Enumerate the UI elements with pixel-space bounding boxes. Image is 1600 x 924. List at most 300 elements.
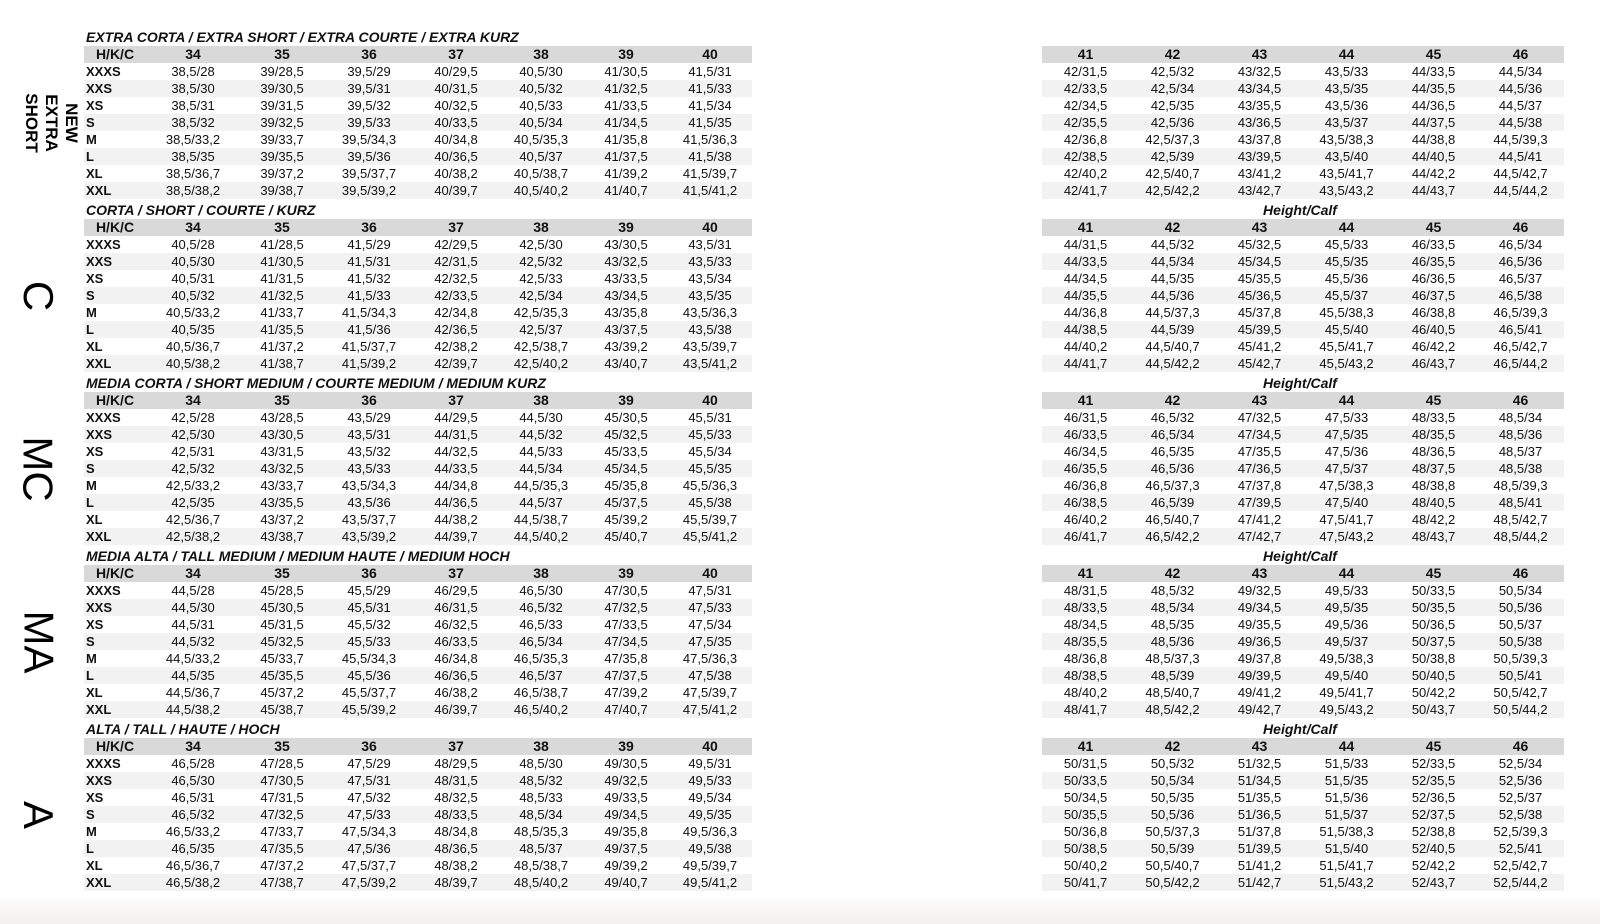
measurement-cell: 43/35,5 bbox=[240, 494, 324, 511]
measurement-cell: 44,5/34 bbox=[1129, 253, 1216, 270]
measurement-cell: 43,5/31 bbox=[688, 237, 732, 252]
size-header: H/K/C bbox=[84, 46, 146, 63]
column-header: 37 bbox=[414, 46, 498, 63]
measurement-cell: 46/38,8 bbox=[1411, 305, 1456, 320]
measurement-cell: 45/35,5 bbox=[240, 667, 324, 684]
column-header: 39 bbox=[584, 219, 668, 236]
column-header: 40 bbox=[668, 738, 752, 755]
measurement-cell: 47,5/36 bbox=[324, 840, 414, 857]
measurement-cell: 47,5/39,2 bbox=[324, 874, 414, 891]
measurement-cell: 44,5/40,2 bbox=[498, 528, 584, 545]
measurement-cell: 47,5/35 bbox=[668, 633, 752, 650]
measurement-cell: 41,5/41,2 bbox=[668, 182, 752, 199]
size-header: H/K/C bbox=[84, 565, 146, 582]
size-label: XS bbox=[86, 444, 104, 459]
column-header: 42 bbox=[1129, 565, 1216, 582]
column-header: 40 bbox=[668, 392, 752, 409]
measurement-cell: 42,5/37 bbox=[498, 321, 584, 338]
measurement-cell: 47/39,5 bbox=[1216, 494, 1303, 511]
measurement-cell: 48,5/40,2 bbox=[498, 874, 584, 891]
measurement-cell: 51,5/41,7 bbox=[1319, 858, 1374, 873]
column-header: 39 bbox=[584, 738, 668, 755]
size-label: M bbox=[86, 651, 97, 666]
measurement-cell: 41/33,5 bbox=[604, 98, 648, 113]
measurement-cell: 43,5/35 bbox=[1303, 80, 1390, 97]
table-row bbox=[1042, 131, 1564, 148]
measurement-cell: 46,5/28 bbox=[171, 756, 215, 771]
measurement-cell: 47/42,7 bbox=[1216, 528, 1303, 545]
left-size-table bbox=[84, 565, 752, 718]
measurement-cell: 41/31,5 bbox=[260, 271, 304, 286]
measurement-cell: 49,5/43,2 bbox=[1303, 701, 1390, 718]
table-header-row bbox=[84, 219, 752, 236]
measurement-cell: 39/33,7 bbox=[260, 132, 304, 147]
size-label: XXXS bbox=[86, 756, 121, 771]
measurement-cell: 43/38,7 bbox=[240, 528, 324, 545]
column-header: 42 bbox=[1129, 46, 1216, 63]
measurement-cell: 51,5/35 bbox=[1303, 772, 1390, 789]
measurement-cell: 50/41,7 bbox=[1042, 874, 1129, 891]
table-row bbox=[1042, 321, 1564, 338]
table-row bbox=[1042, 667, 1564, 684]
measurement-cell: 48/34,8 bbox=[434, 824, 478, 839]
measurement-cell: 48,5/34 bbox=[1129, 599, 1216, 616]
measurement-cell: 46,5/39,3 bbox=[1493, 305, 1548, 320]
measurement-cell: 51/32,5 bbox=[1237, 756, 1282, 771]
measurement-cell: 45/32,5 bbox=[584, 426, 668, 443]
size-label: XXS bbox=[84, 80, 146, 97]
table-row bbox=[1042, 823, 1564, 840]
measurement-cell: 50,5/42,7 bbox=[1493, 685, 1548, 700]
measurement-cell: 50,5/36 bbox=[1129, 806, 1216, 823]
measurement-cell: 52,5/44,2 bbox=[1477, 874, 1564, 891]
measurement-cell: 48,5/35 bbox=[1150, 617, 1195, 632]
column-header: 40 bbox=[668, 219, 752, 236]
section-side-label: A bbox=[14, 800, 62, 829]
measurement-cell: 46/34,5 bbox=[1063, 444, 1108, 459]
measurement-cell: 50,5/36 bbox=[1477, 599, 1564, 616]
measurement-cell: 52,5/42,7 bbox=[1493, 858, 1548, 873]
measurement-cell: 46,5/37,3 bbox=[1145, 478, 1200, 493]
measurement-cell: 44/42,2 bbox=[1411, 166, 1456, 181]
measurement-cell: 41/35,8 bbox=[604, 132, 648, 147]
size-label: XL bbox=[86, 339, 103, 354]
size-section bbox=[0, 721, 1600, 891]
section-title: MEDIA ALTA / TALL MEDIUM / MEDIUM HAUTE / MEDIUM HOCH bbox=[86, 548, 510, 564]
measurement-cell: 39/32,5 bbox=[240, 114, 324, 131]
table-row bbox=[1042, 789, 1564, 806]
measurement-cell: 47,5/33 bbox=[324, 806, 414, 823]
column-header: 43 bbox=[1216, 738, 1303, 755]
column-header: 38 bbox=[498, 392, 584, 409]
measurement-cell: 40,5/38,2 bbox=[146, 355, 240, 372]
measurement-cell: 44/33,5 bbox=[414, 460, 498, 477]
measurement-cell: 42/38,5 bbox=[1042, 148, 1129, 165]
measurement-cell: 43,5/33 bbox=[324, 460, 414, 477]
size-label: M bbox=[86, 478, 97, 493]
size-label: XS bbox=[86, 271, 104, 286]
measurement-cell: 48/37,5 bbox=[1390, 460, 1477, 477]
measurement-cell: 42,5/34 bbox=[498, 287, 584, 304]
measurement-cell: 50/40,5 bbox=[1390, 667, 1477, 684]
table-row bbox=[1042, 236, 1564, 253]
measurement-cell: 49,5/41,2 bbox=[668, 874, 752, 891]
measurement-cell: 50,5/44,2 bbox=[1477, 701, 1564, 718]
measurement-cell: 47/34,5 bbox=[1216, 426, 1303, 443]
measurement-cell: 46/31,5 bbox=[1063, 410, 1108, 425]
measurement-cell: 44,5/36 bbox=[1477, 80, 1564, 97]
table-row bbox=[1042, 338, 1564, 355]
table-row bbox=[1042, 253, 1564, 270]
measurement-cell: 40/32,5 bbox=[434, 98, 478, 113]
table-row bbox=[84, 789, 752, 806]
column-header: 44 bbox=[1303, 738, 1390, 755]
measurement-cell: 47/41,2 bbox=[1237, 512, 1282, 527]
measurement-cell: 40,5/33 bbox=[519, 98, 563, 113]
measurement-cell: 43,5/33 bbox=[668, 253, 752, 270]
table-row bbox=[1042, 511, 1564, 528]
measurement-cell: 44,5/39 bbox=[1129, 321, 1216, 338]
measurement-cell: 46,5/34 bbox=[1129, 426, 1216, 443]
table-row bbox=[1042, 460, 1564, 477]
measurement-cell: 50/40,2 bbox=[1063, 858, 1108, 873]
measurement-cell: 46/40,5 bbox=[1390, 321, 1477, 338]
measurement-cell: 50/36,5 bbox=[1411, 617, 1456, 632]
column-header: 42 bbox=[1129, 219, 1216, 236]
measurement-cell: 47,5/43,2 bbox=[1303, 528, 1390, 545]
table-row bbox=[1042, 528, 1564, 545]
measurement-cell: 50/43,7 bbox=[1390, 701, 1477, 718]
measurement-cell: 39,5/32 bbox=[347, 98, 391, 113]
measurement-cell: 52,5/36 bbox=[1477, 772, 1564, 789]
table-row bbox=[84, 97, 752, 114]
measurement-cell: 49/33,5 bbox=[604, 790, 648, 805]
measurement-cell: 43,5/32 bbox=[347, 444, 391, 459]
size-label: XXXS bbox=[86, 237, 121, 252]
measurement-cell: 49,5/38,3 bbox=[1319, 651, 1374, 666]
column-header: 46 bbox=[1477, 738, 1564, 755]
table-header-row bbox=[84, 392, 752, 409]
measurement-cell: 44,5/38 bbox=[1477, 114, 1564, 131]
measurement-cell: 48/38,5 bbox=[1042, 667, 1129, 684]
measurement-cell: 45/37,5 bbox=[584, 494, 668, 511]
measurement-cell: 44,5/30 bbox=[519, 410, 563, 425]
measurement-cell: 47,5/41,2 bbox=[668, 701, 752, 718]
measurement-cell: 49/37,5 bbox=[584, 840, 668, 857]
measurement-cell: 46,5/39 bbox=[1129, 494, 1216, 511]
table-row bbox=[1042, 270, 1564, 287]
measurement-cell: 38,5/31 bbox=[171, 98, 215, 113]
measurement-cell: 43/32,5 bbox=[584, 253, 668, 270]
bottom-fade bbox=[0, 895, 1600, 924]
measurement-cell: 48,5/30 bbox=[519, 756, 563, 771]
measurement-cell: 44,5/35 bbox=[1150, 271, 1195, 286]
measurement-cell: 44,5/36,7 bbox=[165, 685, 221, 700]
table-row bbox=[1042, 409, 1564, 426]
measurement-cell: 41/30,5 bbox=[604, 64, 648, 79]
table-row bbox=[84, 460, 752, 477]
measurement-cell: 48,5/37 bbox=[1498, 444, 1543, 459]
measurement-cell: 48,5/39 bbox=[1129, 667, 1216, 684]
measurement-cell: 42/33,5 bbox=[414, 287, 498, 304]
size-label: XL bbox=[86, 512, 103, 527]
measurement-cell: 48,5/40,7 bbox=[1145, 685, 1200, 700]
table-row bbox=[84, 236, 752, 253]
measurement-cell: 42,5/42,2 bbox=[1129, 182, 1216, 199]
measurement-cell: 47/28,5 bbox=[260, 756, 304, 771]
table-row bbox=[1042, 599, 1564, 616]
measurement-cell: 40,5/32 bbox=[498, 80, 584, 97]
measurement-cell: 50/33,5 bbox=[1042, 772, 1129, 789]
measurement-cell: 51,5/38,3 bbox=[1319, 824, 1374, 839]
measurement-cell: 42,5/32 bbox=[498, 253, 584, 270]
measurement-cell: 43/35,8 bbox=[604, 305, 648, 320]
measurement-cell: 39,5/34,3 bbox=[341, 132, 397, 147]
size-label: L bbox=[84, 840, 146, 857]
measurement-cell: 46,5/34 bbox=[1498, 237, 1543, 252]
measurement-cell: 44,5/32 bbox=[498, 426, 584, 443]
measurement-cell: 52/35,5 bbox=[1390, 772, 1477, 789]
measurement-cell: 44,5/34 bbox=[1498, 64, 1543, 79]
measurement-cell: 47,5/34 bbox=[688, 617, 732, 632]
measurement-cell: 48,5/42,2 bbox=[1129, 701, 1216, 718]
table-row bbox=[1042, 477, 1564, 494]
measurement-cell: 50,5/37,3 bbox=[1145, 824, 1200, 839]
measurement-cell: 44,5/30 bbox=[146, 599, 240, 616]
measurement-cell: 46,5/38,7 bbox=[513, 685, 569, 700]
measurement-cell: 51,5/43,2 bbox=[1303, 874, 1390, 891]
size-label: XXXS bbox=[86, 64, 121, 79]
measurement-cell: 41/32,5 bbox=[240, 287, 324, 304]
table-row bbox=[1042, 857, 1564, 874]
measurement-cell: 45/36,5 bbox=[1216, 287, 1303, 304]
measurement-cell: 48/40,5 bbox=[1390, 494, 1477, 511]
column-header: 42 bbox=[1129, 392, 1216, 409]
size-label: XS bbox=[86, 617, 104, 632]
measurement-cell: 52/37,5 bbox=[1390, 806, 1477, 823]
measurement-cell: 41,5/36,3 bbox=[682, 132, 738, 147]
measurement-cell: 45/35,5 bbox=[1237, 271, 1282, 286]
table-row bbox=[1042, 443, 1564, 460]
measurement-cell: 47,5/33 bbox=[668, 599, 752, 616]
measurement-cell: 52/40,5 bbox=[1390, 840, 1477, 857]
measurement-cell: 45,5/34 bbox=[688, 444, 732, 459]
measurement-cell: 50/35,5 bbox=[1042, 806, 1129, 823]
measurement-cell: 52,5/41 bbox=[1477, 840, 1564, 857]
measurement-cell: 44,5/39,3 bbox=[1493, 132, 1548, 147]
measurement-cell: 44/38,8 bbox=[1411, 132, 1456, 147]
size-label: L bbox=[84, 667, 146, 684]
measurement-cell: 38,5/28 bbox=[171, 64, 215, 79]
measurement-cell: 45/30,5 bbox=[604, 410, 648, 425]
measurement-cell: 48/43,7 bbox=[1390, 528, 1477, 545]
column-header: 37 bbox=[414, 392, 498, 409]
measurement-cell: 50,5/42,2 bbox=[1129, 874, 1216, 891]
measurement-cell: 47/35,5 bbox=[1237, 444, 1282, 459]
measurement-cell: 43/32,5 bbox=[1237, 64, 1282, 79]
table-row bbox=[84, 165, 752, 182]
size-section bbox=[0, 29, 1600, 199]
measurement-cell: 44/43,7 bbox=[1390, 182, 1477, 199]
measurement-cell: 51/35,5 bbox=[1237, 790, 1282, 805]
measurement-cell: 47,5/29 bbox=[347, 756, 391, 771]
measurement-cell: 42,5/32 bbox=[1150, 64, 1195, 79]
measurement-cell: 41,5/38 bbox=[668, 148, 752, 165]
measurement-cell: 47/35,5 bbox=[240, 840, 324, 857]
column-header: 38 bbox=[498, 46, 584, 63]
measurement-cell: 43/36,5 bbox=[1216, 114, 1303, 131]
measurement-cell: 43/42,7 bbox=[1216, 182, 1303, 199]
size-label: XXL bbox=[84, 182, 146, 199]
measurement-cell: 46/36,5 bbox=[414, 667, 498, 684]
measurement-cell: 41/32,5 bbox=[584, 80, 668, 97]
measurement-cell: 42,5/33 bbox=[519, 271, 563, 286]
measurement-cell: 41,5/34,3 bbox=[341, 305, 397, 320]
measurement-cell: 43,5/31 bbox=[324, 426, 414, 443]
measurement-cell: 44,5/44,2 bbox=[1477, 182, 1564, 199]
measurement-cell: 50/38,5 bbox=[1042, 840, 1129, 857]
measurement-cell: 50/37,5 bbox=[1390, 633, 1477, 650]
measurement-cell: 43/35,5 bbox=[1237, 98, 1282, 113]
measurement-cell: 45,5/33 bbox=[668, 426, 752, 443]
measurement-cell: 41/37,2 bbox=[260, 339, 304, 354]
measurement-cell: 48/31,5 bbox=[414, 772, 498, 789]
measurement-cell: 43,5/43,2 bbox=[1303, 182, 1390, 199]
measurement-cell: 48,5/44,2 bbox=[1477, 528, 1564, 545]
measurement-cell: 47,5/36 bbox=[1324, 444, 1369, 459]
measurement-cell: 49,5/31 bbox=[688, 756, 732, 771]
measurement-cell: 46,5/41 bbox=[1477, 321, 1564, 338]
right-size-table bbox=[1042, 219, 1564, 372]
measurement-cell: 43/37,5 bbox=[584, 321, 668, 338]
table-row bbox=[84, 667, 752, 684]
measurement-cell: 45/39,5 bbox=[1216, 321, 1303, 338]
measurement-cell: 46/35,5 bbox=[1042, 460, 1129, 477]
measurement-cell: 51/34,5 bbox=[1216, 772, 1303, 789]
measurement-cell: 46/29,5 bbox=[434, 583, 478, 598]
measurement-cell: 45/39,2 bbox=[604, 512, 648, 527]
measurement-cell: 46,5/32 bbox=[498, 599, 584, 616]
table-row bbox=[84, 270, 752, 287]
measurement-cell: 46,5/36 bbox=[1129, 460, 1216, 477]
measurement-cell: 40,5/36,7 bbox=[165, 339, 221, 354]
measurement-cell: 45,5/43,2 bbox=[1303, 355, 1390, 372]
measurement-cell: 44/38,2 bbox=[434, 512, 478, 527]
measurement-cell: 43/32,5 bbox=[240, 460, 324, 477]
section-title: ALTA / TALL / HAUTE / HOCH bbox=[86, 721, 280, 737]
measurement-cell: 51,5/40 bbox=[1303, 840, 1390, 857]
column-header: 45 bbox=[1390, 392, 1477, 409]
right-size-table bbox=[1042, 738, 1564, 891]
measurement-cell: 52/43,7 bbox=[1390, 874, 1477, 891]
measurement-cell: 43/31,5 bbox=[260, 444, 304, 459]
measurement-cell: 45,5/41,2 bbox=[668, 528, 752, 545]
measurement-cell: 50,5/32 bbox=[1150, 756, 1195, 771]
table-row bbox=[1042, 633, 1564, 650]
size-header: H/K/C bbox=[84, 738, 146, 755]
measurement-cell: 46,5/38 bbox=[1477, 287, 1564, 304]
size-label: XL bbox=[86, 685, 103, 700]
measurement-cell: 42/36,8 bbox=[1063, 132, 1108, 147]
size-label: S bbox=[84, 460, 146, 477]
measurement-cell: 51/37,8 bbox=[1237, 824, 1282, 839]
measurement-cell: 48,5/34 bbox=[1498, 410, 1543, 425]
measurement-cell: 46/33,5 bbox=[1411, 237, 1456, 252]
size-label: M bbox=[86, 824, 97, 839]
column-header: 41 bbox=[1042, 219, 1129, 236]
measurement-cell: 43,5/39,7 bbox=[682, 339, 738, 354]
measurement-cell: 46/37,5 bbox=[1390, 287, 1477, 304]
measurement-cell: 49/35,5 bbox=[1237, 617, 1282, 632]
measurement-cell: 46,5/37 bbox=[1498, 271, 1543, 286]
measurement-cell: 41/30,5 bbox=[240, 253, 324, 270]
measurement-cell: 49/32,5 bbox=[1237, 583, 1282, 598]
column-header: 46 bbox=[1477, 46, 1564, 63]
column-header: 34 bbox=[146, 738, 240, 755]
measurement-cell: 40,5/28 bbox=[171, 237, 215, 252]
table-row bbox=[84, 338, 752, 355]
measurement-cell: 42/41,7 bbox=[1042, 182, 1129, 199]
measurement-cell: 45/33,7 bbox=[260, 651, 304, 666]
measurement-cell: 40/36,5 bbox=[414, 148, 498, 165]
measurement-cell: 44/33,5 bbox=[1411, 64, 1456, 79]
table-header-row bbox=[1042, 392, 1564, 409]
column-header: 45 bbox=[1390, 565, 1477, 582]
measurement-cell: 47,5/39,7 bbox=[682, 685, 738, 700]
table-row bbox=[84, 823, 752, 840]
measurement-cell: 43/40,7 bbox=[584, 355, 668, 372]
measurement-cell: 42,5/38,2 bbox=[146, 528, 240, 545]
column-header: 41 bbox=[1042, 392, 1129, 409]
measurement-cell: 46/36,8 bbox=[1063, 478, 1108, 493]
measurement-cell: 43/28,5 bbox=[260, 410, 304, 425]
measurement-cell: 45,5/37,7 bbox=[341, 685, 397, 700]
measurement-cell: 43/34,5 bbox=[584, 287, 668, 304]
measurement-cell: 46/40,2 bbox=[1063, 512, 1108, 527]
measurement-cell: 49,5/37 bbox=[1303, 633, 1390, 650]
column-header: 44 bbox=[1303, 219, 1390, 236]
measurement-cell: 44,5/38,2 bbox=[146, 701, 240, 718]
table-row bbox=[84, 321, 752, 338]
measurement-cell: 40,5/30 bbox=[519, 64, 563, 79]
left-size-table bbox=[84, 46, 752, 199]
measurement-cell: 38,5/35 bbox=[146, 148, 240, 165]
measurement-cell: 43,5/29 bbox=[347, 410, 391, 425]
measurement-cell: 48/33,5 bbox=[1042, 599, 1129, 616]
table-row bbox=[84, 755, 752, 772]
table-row bbox=[84, 806, 752, 823]
table-row bbox=[84, 616, 752, 633]
size-label: S bbox=[84, 806, 146, 823]
measurement-cell: 48,5/42,7 bbox=[1493, 512, 1548, 527]
table-row bbox=[1042, 97, 1564, 114]
measurement-cell: 45/37,8 bbox=[1237, 305, 1282, 320]
measurement-cell: 44,5/42,7 bbox=[1493, 166, 1548, 181]
measurement-cell: 49,5/36,3 bbox=[682, 824, 738, 839]
measurement-cell: 50/36,8 bbox=[1063, 824, 1108, 839]
measurement-cell: 45/34,5 bbox=[584, 460, 668, 477]
measurement-cell: 47,5/38 bbox=[668, 667, 752, 684]
measurement-cell: 40/29,5 bbox=[434, 64, 478, 79]
column-header: 38 bbox=[498, 738, 584, 755]
table-header-row bbox=[1042, 219, 1564, 236]
column-header: 35 bbox=[240, 565, 324, 582]
size-section bbox=[0, 375, 1600, 545]
measurement-cell: 39/38,7 bbox=[240, 182, 324, 199]
measurement-cell: 51/42,7 bbox=[1216, 874, 1303, 891]
table-row bbox=[84, 511, 752, 528]
measurement-cell: 46,5/32 bbox=[146, 806, 240, 823]
